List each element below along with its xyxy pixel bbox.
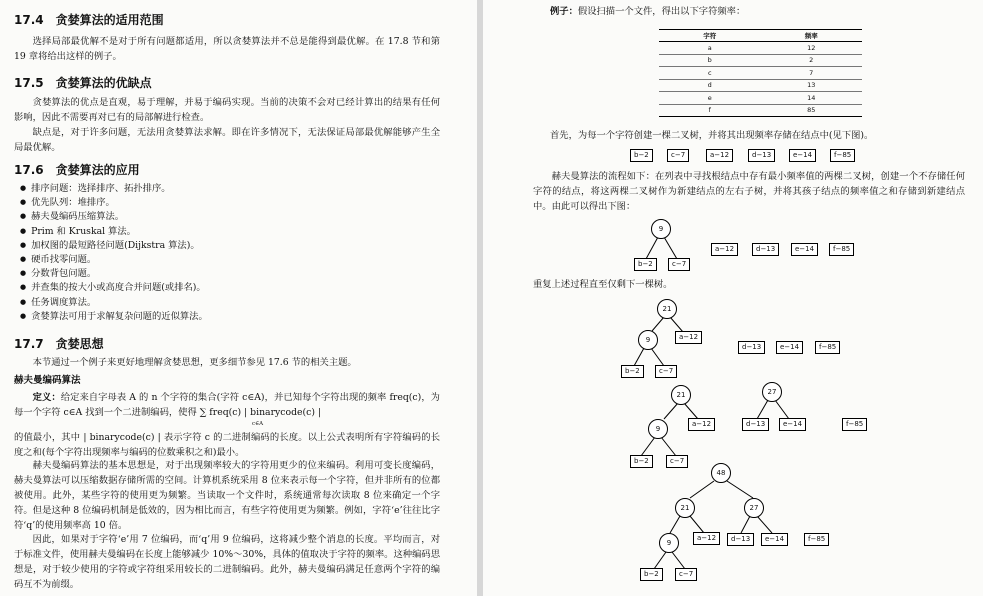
tree-leaf: d−13	[752, 243, 779, 256]
tree-node: 9	[648, 419, 668, 439]
definition-label: 定义：	[32, 392, 61, 403]
tree-leaf: e−14	[776, 341, 803, 354]
paragraph: 首先，为每一个字符创建一棵二叉树，并将其出现频率存储在结点中(见下图)。	[550, 130, 874, 141]
list-item: ● 加权图的最短路径问题(Dijkstra 算法)。	[20, 239, 208, 253]
paragraph: 重复上述过程直至仅剩下一棵树。	[533, 279, 673, 290]
tree-leaf: f−85	[830, 149, 855, 162]
tree-leaf: f−85	[842, 418, 867, 431]
tree-leaf: a−12	[693, 532, 720, 545]
tree-leaf: f−85	[829, 243, 854, 256]
tree-leaf: d−13	[727, 533, 754, 546]
tree-leaf: d−13	[748, 149, 775, 162]
tree-node: 9	[659, 533, 679, 553]
tree-leaf: e−14	[789, 149, 816, 162]
list-item: ● 并查集的按大小或高度合并问题(或排名)。	[20, 281, 208, 295]
list-item: ● 贪婪算法可用于求解复杂问题的近似算法。	[20, 310, 208, 324]
paragraph: 赫夫曼编码算法的基本思想是，对于出现频率较大的字符用更少的位来编码。利用可变长度编码，赫夫曼算法可以压缩数据存储所需的空间。计算机系统采用 8 位来表示每一个字符，但并非所有的位都被使用。此外，某些字符的使用更为频繁。当读取一个文件时，系统通常每次读取 8 位来确定一个字符。但是这种 8 位编码机制是低效的，因为相比而言，有些字符使用更为频繁。例如，字符‘e’往往比字符‘q’的使用频率高 10 倍。	[14, 460, 440, 531]
table-cell: f	[659, 104, 761, 117]
table-cell: 7	[761, 67, 863, 80]
tree-leaf: a−12	[675, 331, 702, 344]
tree-leaf: b−2	[630, 455, 653, 468]
paragraph: 赫夫曼算法的流程如下：在列表中寻找根结点中存有最小频率值的两棵二叉树，创建一个不存储任何字符的结点，将这两棵二叉树作为新建结点的左右子树，并将其孩子结点的频率值之和存储到新建结点中。由此可以得出下图：	[533, 171, 965, 212]
tree-node: 27	[762, 382, 782, 402]
tree-leaf: d−13	[742, 418, 769, 431]
tree-root: 48	[711, 463, 731, 483]
subheading: 赫夫曼编码算法	[14, 375, 81, 386]
example-text: 假设扫描一个文件，得出以下字符频率：	[577, 6, 746, 17]
tree-leaf: c−7	[666, 455, 688, 468]
table-cell: 85	[761, 104, 863, 117]
list-item: ● 排序问题：选择排序、拓扑排序。	[20, 182, 208, 196]
tree-leaf: c−7	[667, 149, 689, 162]
section-title-17-5: 17.5 贪婪算法的优缺点	[14, 76, 152, 90]
tree-node: 9	[638, 330, 658, 350]
column-header: 字符	[659, 30, 761, 42]
tree-leaf: e−14	[791, 243, 818, 256]
tree-node: 21	[671, 385, 691, 405]
tree-node: 21	[657, 299, 677, 319]
table-cell: 12	[761, 42, 863, 55]
table-cell: c	[659, 67, 761, 80]
tree-leaf: f−85	[804, 533, 829, 546]
table-cell: d	[659, 79, 761, 92]
list-item: ● 赫夫曼编码压缩算法。	[20, 210, 208, 224]
paragraph: 贪婪算法的优点是直观，易于理解，并易于编码实现。当前的决策不会对已经计算出的结果有任何影响，因此不需要再对已有的局部解进行检查。	[14, 97, 440, 123]
tree-leaf: e−14	[761, 533, 788, 546]
list-item: ● 硬币找零问题。	[20, 253, 208, 267]
table-cell: 2	[761, 54, 863, 67]
paragraph: 缺点是，对于许多问题，无法用贪婪算法求解。即在许多情况下，无法保证局部最优解能够产生全局最优解。	[14, 127, 440, 153]
tree-leaf: a−12	[688, 418, 715, 431]
list-item: ● Prim 和 Kruskal 算法。	[20, 225, 208, 239]
tree-leaf: b−2	[621, 365, 644, 378]
table-cell: e	[659, 92, 761, 105]
paragraph: 本节通过一个例子来更好地理解贪婪思想，更多细节参见 17.6 节的相关主题。	[32, 357, 357, 368]
table-cell: 13	[761, 79, 863, 92]
example-label: 例子：	[550, 6, 578, 17]
definition-text: 给定来自字母表 A 的 n 个字符的集合(字符 c∈A)，并已知每个字符出现的频率 freq(c)，为每一个字符 c∈A 找到一个二进制编码，使得 ∑ freq(c) | binarycode(c) |	[14, 392, 440, 418]
tree-node: 27	[744, 498, 764, 518]
sum-subscript: c∈A	[252, 421, 264, 427]
table-cell: 14	[761, 92, 863, 105]
tree-node: 9	[651, 219, 671, 239]
paragraph: 因此，如果对于字符‘e’用 7 位编码，而‘q’用 9 位编码，这将减少整个消息的长度。平均而言，对于标准文件，使用赫夫曼编码在长度上能够减少 10%～30%，具体的值取决于字符的频率。这种编码思想是，对于较少使用的字符或字符组采用较长的二进制编码。此外，赫夫曼编码满足任意两个字符的编码互不为前缀。	[14, 534, 440, 590]
tree-leaf: c−7	[655, 365, 677, 378]
tree-leaf: a−12	[711, 243, 738, 256]
list-item: ● 分数背包问题。	[20, 267, 208, 281]
tree-leaf: c−7	[668, 258, 690, 271]
tree-leaf: b−2	[640, 568, 663, 581]
tree-leaf: f−85	[815, 341, 840, 354]
tree-leaf: e−14	[779, 418, 806, 431]
list-item: ● 优先队列：堆排序。	[20, 196, 208, 210]
table-cell: b	[659, 54, 761, 67]
paragraph: 的值最小，其中 | binarycode(c) | 表示字符 c 的二进制编码的长度。以上公式表明所有字符编码的长度之和(每个字符出现频率与编码的位数乘积之和)最小。	[14, 432, 440, 458]
table-cell: a	[659, 42, 761, 55]
list-item: ● 任务调度算法。	[20, 296, 208, 310]
column-header: 频率	[761, 30, 863, 42]
tree-leaf: b−2	[630, 149, 653, 162]
tree-leaf: c−7	[675, 568, 697, 581]
section-title-17-4: 17.4 贪婪算法的适用范围	[14, 13, 164, 27]
section-title-17-6: 17.6 贪婪算法的应用	[14, 163, 140, 177]
tree-leaf: a−12	[706, 149, 733, 162]
tree-leaf: d−13	[738, 341, 765, 354]
tree-node: 21	[675, 498, 695, 518]
paragraph: 选择局部最优解不是对于所有问题都适用，所以贪婪算法并不总是能得到最优解。在 17.8 节和第 19 章将给出这样的例子。	[14, 36, 440, 62]
tree-leaf: b−2	[634, 258, 657, 271]
section-title-17-7: 17.7 贪婪思想	[14, 337, 104, 351]
